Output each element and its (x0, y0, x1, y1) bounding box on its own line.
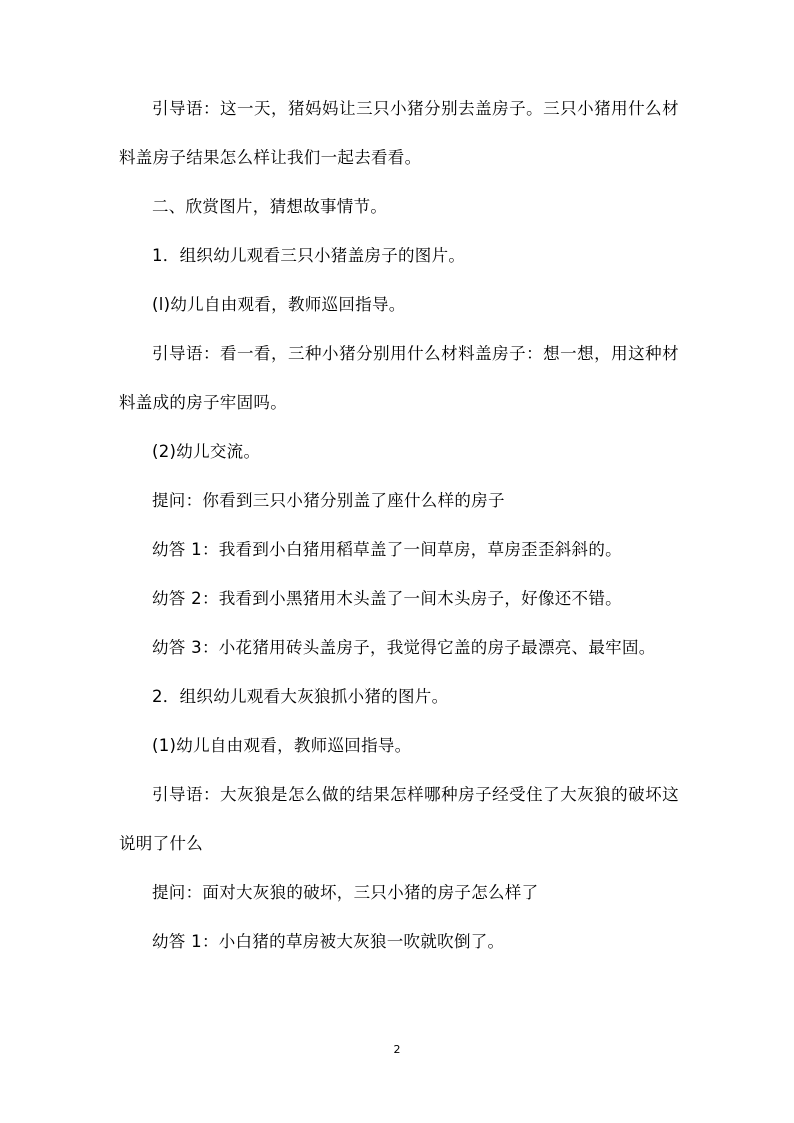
paragraph: 幼答 3：小花猪用砖头盖房子，我觉得它盖的房子最漂亮、最牢固。 (152, 638, 656, 657)
paragraph: 提问：你看到三只小猪分别盖了座什么样的房子 (152, 491, 505, 510)
paragraph: 幼答 1：小白猪的草房被大灰狼一吹就吹倒了。 (152, 932, 505, 951)
paragraph: 二、欣赏图片，猜想故事情节。 (152, 197, 388, 216)
body-text (119, 84, 679, 966)
paragraph: 2．组织幼儿观看大灰狼抓小猪的图片。 (152, 687, 449, 706)
paragraph: (2)幼儿交流。 (152, 442, 261, 461)
paragraph: (l)幼儿自由观看，教师巡回指导。 (152, 295, 406, 314)
paragraph: 引导语：大灰狼是怎么做的结果怎样哪种房子经受住了大灰狼的破坏这说明了什么 (119, 785, 679, 853)
paragraph: 提问：面对大灰狼的破坏，三只小猪的房子怎么样了 (152, 883, 539, 902)
paragraph: 引导语：这一天，猪妈妈让三只小猪分别去盖房子。三只小猪用什么材料盖房子结果怎么样让我们一起去看看。 (119, 99, 679, 167)
paragraph: (1)幼儿自由观看，教师巡回指导。 (152, 736, 412, 755)
paragraph: 1．组织幼儿观看三只小猪盖房子的图片。 (152, 246, 466, 265)
page-number: 2 (393, 1043, 401, 1056)
paragraph: 幼答 1：我看到小白猪用稻草盖了一间草房，草房歪歪斜斜的。 (152, 540, 622, 559)
paragraph: 引导语：看一看，三种小猪分别用什么材料盖房子：想一想，用这种材料盖成的房子牢固吗。 (119, 344, 679, 412)
paragraph: 幼答 2：我看到小黑猪用木头盖了一间木头房子，好像还不错。 (152, 589, 622, 608)
